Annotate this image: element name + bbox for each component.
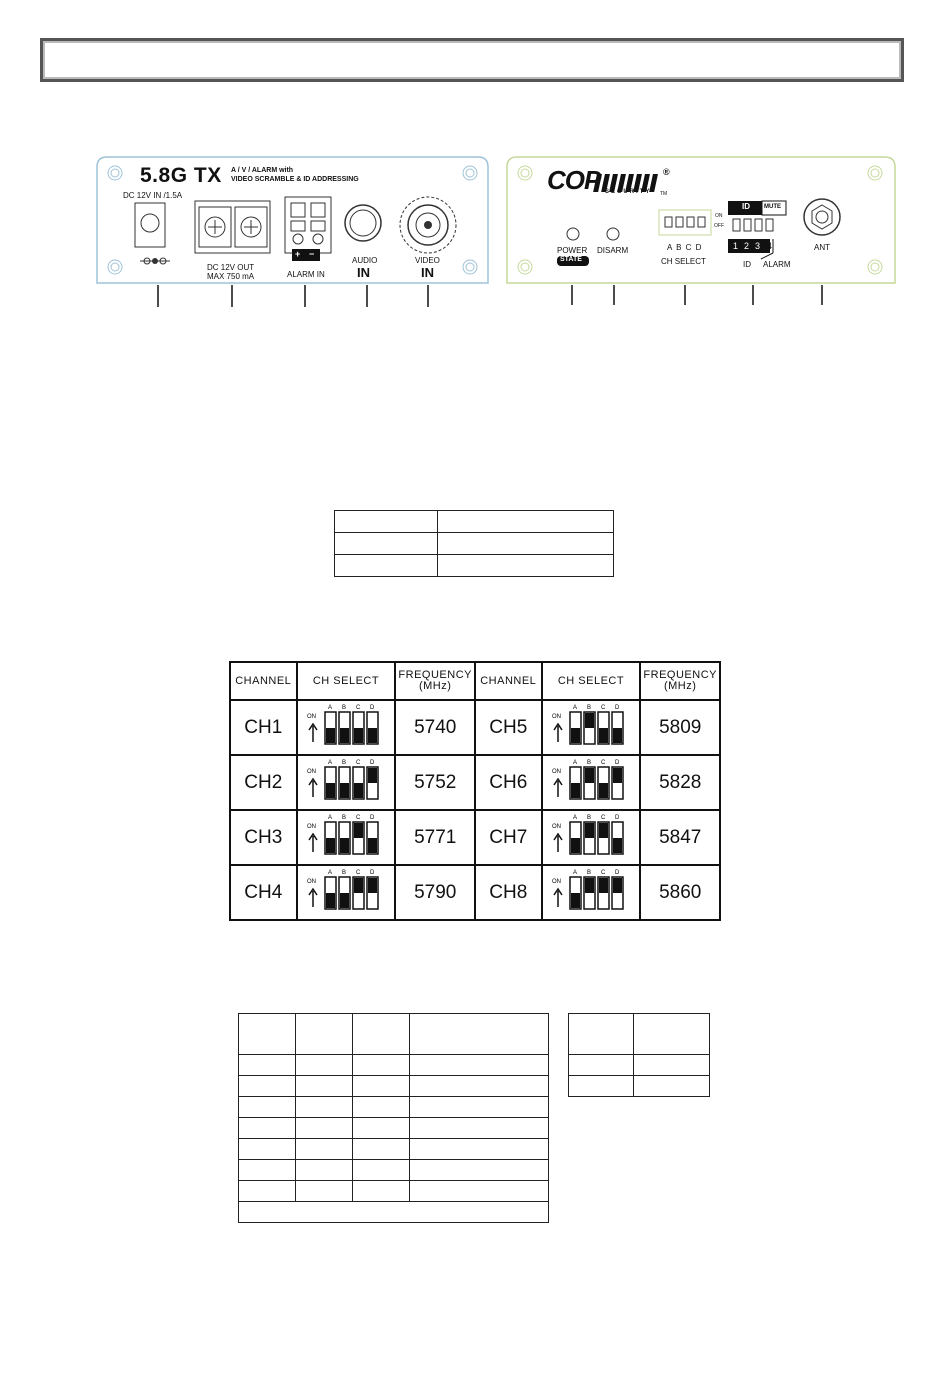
channel-row (230, 810, 720, 865)
up-arrow-icon (554, 889, 562, 907)
dip-switch-off (368, 838, 377, 853)
dip-letter: B (341, 870, 346, 876)
blank-table-2 (238, 1013, 549, 1223)
dip-switch-on (368, 768, 377, 783)
dip-switch-diagram (542, 810, 641, 865)
disarm-label: DISARM (597, 246, 629, 255)
up-arrow-icon (309, 834, 317, 852)
dip-on-label: ON (551, 714, 561, 720)
num-2: 2 (744, 241, 750, 251)
dip-on-label: ON (551, 824, 561, 830)
rear-panel-diagram (95, 155, 490, 285)
channel-frequency: 5847 (640, 810, 720, 865)
dip-switch-svg (546, 702, 636, 748)
dip-switch-off (326, 783, 335, 798)
up-arrow-icon (554, 724, 562, 742)
id-box-label: ID (742, 202, 750, 211)
dip-letter: A (327, 815, 332, 821)
dip-switch-diagram (542, 700, 641, 755)
dip-letter: B (341, 815, 346, 821)
brand-logo: COP (547, 165, 601, 195)
dip-letter: A (327, 870, 332, 876)
dip-letter: C (355, 705, 361, 711)
up-arrow-icon (309, 724, 317, 742)
rear-callout-lines (95, 285, 490, 310)
dip-switch-svg (546, 867, 636, 913)
channel-frequency: 5771 (395, 810, 475, 865)
id-label: ID (743, 260, 751, 269)
dip-letter: C (600, 815, 606, 821)
header-channel: CHANNEL (230, 662, 297, 700)
dip-on-label: ON (306, 879, 316, 885)
on-label: ON (715, 213, 723, 219)
dip-letter: D (369, 705, 375, 711)
dip-switch-off (326, 728, 335, 743)
dip-switch-svg (301, 702, 391, 748)
channel-name: CH4 (230, 865, 297, 920)
channel-frequency: 5752 (395, 755, 475, 810)
dip-switch-on (585, 713, 594, 728)
channel-name: CH2 (230, 755, 297, 810)
model-name: 5.8G TX (140, 164, 222, 187)
dip-letter: C (600, 870, 606, 876)
blank-table-1 (334, 510, 614, 577)
header-ch-select: CH SELECT (297, 662, 396, 700)
alarm-label: ALARM (763, 260, 791, 269)
num-3: 3 (755, 241, 761, 251)
front-callout-lines (505, 285, 897, 310)
dip-letter: A (572, 705, 577, 711)
dip-letter: D (369, 760, 375, 766)
dip-letter: D (369, 870, 375, 876)
dc-out-label: DC 12V OUT (207, 263, 255, 272)
dip-switch-diagram (297, 865, 396, 920)
dip-switch-off (599, 728, 608, 743)
dip-letter: B (586, 870, 591, 876)
dip-switch-off (354, 783, 363, 798)
audio-label: AUDIO (352, 256, 378, 265)
channel-row (230, 865, 720, 920)
up-arrow-icon (554, 779, 562, 797)
dip-switch-on (585, 823, 594, 838)
dip-letter: C (600, 760, 606, 766)
dip-letter: C (355, 815, 361, 821)
dip-letter: A (572, 815, 577, 821)
dip-letter: D (369, 815, 375, 821)
dip-switch-on (368, 878, 377, 893)
dip-switch-off (340, 783, 349, 798)
alarm-minus: − (309, 249, 315, 259)
channel-name: CH3 (230, 810, 297, 865)
dip-switch-off (571, 838, 580, 853)
num-4: 4 (767, 241, 773, 251)
video-in-label: IN (421, 265, 434, 280)
dip-letter: B (586, 815, 591, 821)
front-panel-diagram (505, 155, 897, 285)
channel-name: CH5 (475, 700, 542, 755)
video-label: VIDEO (415, 256, 440, 265)
dip-on-label: ON (551, 879, 561, 885)
dip-switch-off (571, 893, 580, 908)
dip-switch-off (613, 838, 622, 853)
dip-switch-svg (301, 867, 391, 913)
max-current-label: MAX 750 mA (207, 272, 255, 281)
dip-switch-off (354, 728, 363, 743)
dip-on-label: ON (306, 824, 316, 830)
dip-letter: B (341, 760, 346, 766)
dip-switch-off (599, 783, 608, 798)
dip-switch-off (613, 728, 622, 743)
dip-letter: D (614, 760, 620, 766)
dip-switch-diagram (297, 755, 396, 810)
dip-letter: B (586, 705, 591, 711)
dip-switch-on (585, 768, 594, 783)
dip-switch-on (585, 878, 594, 893)
dip-switch-on (354, 878, 363, 893)
dip-switch-off (340, 728, 349, 743)
dip-switch-on (613, 878, 622, 893)
dip-switch-on (599, 823, 608, 838)
dip-switch-diagram (542, 865, 641, 920)
header-ch-select-2: CH SELECT (542, 662, 641, 700)
dip-letter: C (355, 760, 361, 766)
dip-switch-off (368, 728, 377, 743)
dip-on-label: ON (306, 769, 316, 775)
audio-in-label: IN (357, 265, 370, 280)
alarm-in-label: ALARM IN (287, 270, 325, 279)
channel-table (229, 661, 721, 921)
dip-switch-diagram (297, 810, 396, 865)
blank-table-3 (568, 1013, 710, 1097)
channel-frequency: 5828 (640, 755, 720, 810)
header-channel-2: CHANNEL (475, 662, 542, 700)
brand-sub: SECURITY (605, 189, 652, 195)
dip-letter: B (341, 705, 346, 711)
dip-letter: C (355, 870, 361, 876)
dip-switch-on (613, 768, 622, 783)
dip-switch-diagram (297, 700, 396, 755)
brand-tm: TM (660, 191, 668, 197)
header-frequency: FREQUENCY (MHz) (395, 662, 475, 700)
dip-switch-off (326, 893, 335, 908)
channel-name: CH1 (230, 700, 297, 755)
channel-frequency: 5740 (395, 700, 475, 755)
up-arrow-icon (309, 889, 317, 907)
dip-on-label: ON (551, 769, 561, 775)
dip-letter: D (614, 870, 620, 876)
channel-name: CH6 (475, 755, 542, 810)
header-frequency-2: FREQUENCY (MHz) (640, 662, 720, 700)
brand-reg: ® (663, 167, 670, 177)
dip-switch-svg (301, 757, 391, 803)
state-label: STATE (560, 256, 582, 263)
model-subtitle-1: A / V / ALARM with (231, 167, 294, 174)
model-subtitle-2: VIDEO SCRAMBLE & ID ADDRESSING (231, 176, 359, 183)
channel-frequency: 5809 (640, 700, 720, 755)
dip-letter: B (586, 760, 591, 766)
dip-switch-on (599, 878, 608, 893)
dip-letter: C (600, 705, 606, 711)
up-arrow-icon (554, 834, 562, 852)
dip-letter: A (572, 870, 577, 876)
title-bar (40, 38, 904, 82)
dip-on-label: ON (306, 714, 316, 720)
dip-switch-off (326, 838, 335, 853)
dip-switch-svg (301, 812, 391, 858)
dip-switch-off (340, 838, 349, 853)
dip-switch-off (571, 728, 580, 743)
power-label: POWER (557, 246, 588, 255)
channel-frequency: 5790 (395, 865, 475, 920)
channel-frequency: 5860 (640, 865, 720, 920)
mute-label: MUTE (764, 204, 781, 210)
off-label: OFF (714, 223, 724, 229)
dip-letter: D (614, 705, 620, 711)
channel-row (230, 755, 720, 810)
abcd-label: A B C D (667, 243, 702, 252)
channel-name: CH8 (475, 865, 542, 920)
dip-letter: D (614, 815, 620, 821)
dip-switch-off (340, 893, 349, 908)
dip-switch-svg (546, 757, 636, 803)
dip-letter: A (327, 760, 332, 766)
dip-switch-on (354, 823, 363, 838)
channel-row (230, 700, 720, 755)
dc-in-label: DC 12V IN /1.5A (123, 191, 183, 200)
num-1: 1 (733, 241, 739, 251)
dip-letter: A (572, 760, 577, 766)
dip-switch-off (571, 783, 580, 798)
up-arrow-icon (309, 779, 317, 797)
channel-name: CH7 (475, 810, 542, 865)
alarm-plus: + (295, 249, 301, 259)
ch-select-label: CH SELECT (661, 257, 706, 266)
dip-switch-svg (546, 812, 636, 858)
ant-label: ANT (814, 243, 830, 252)
dip-letter: A (327, 705, 332, 711)
dip-switch-diagram (542, 755, 641, 810)
